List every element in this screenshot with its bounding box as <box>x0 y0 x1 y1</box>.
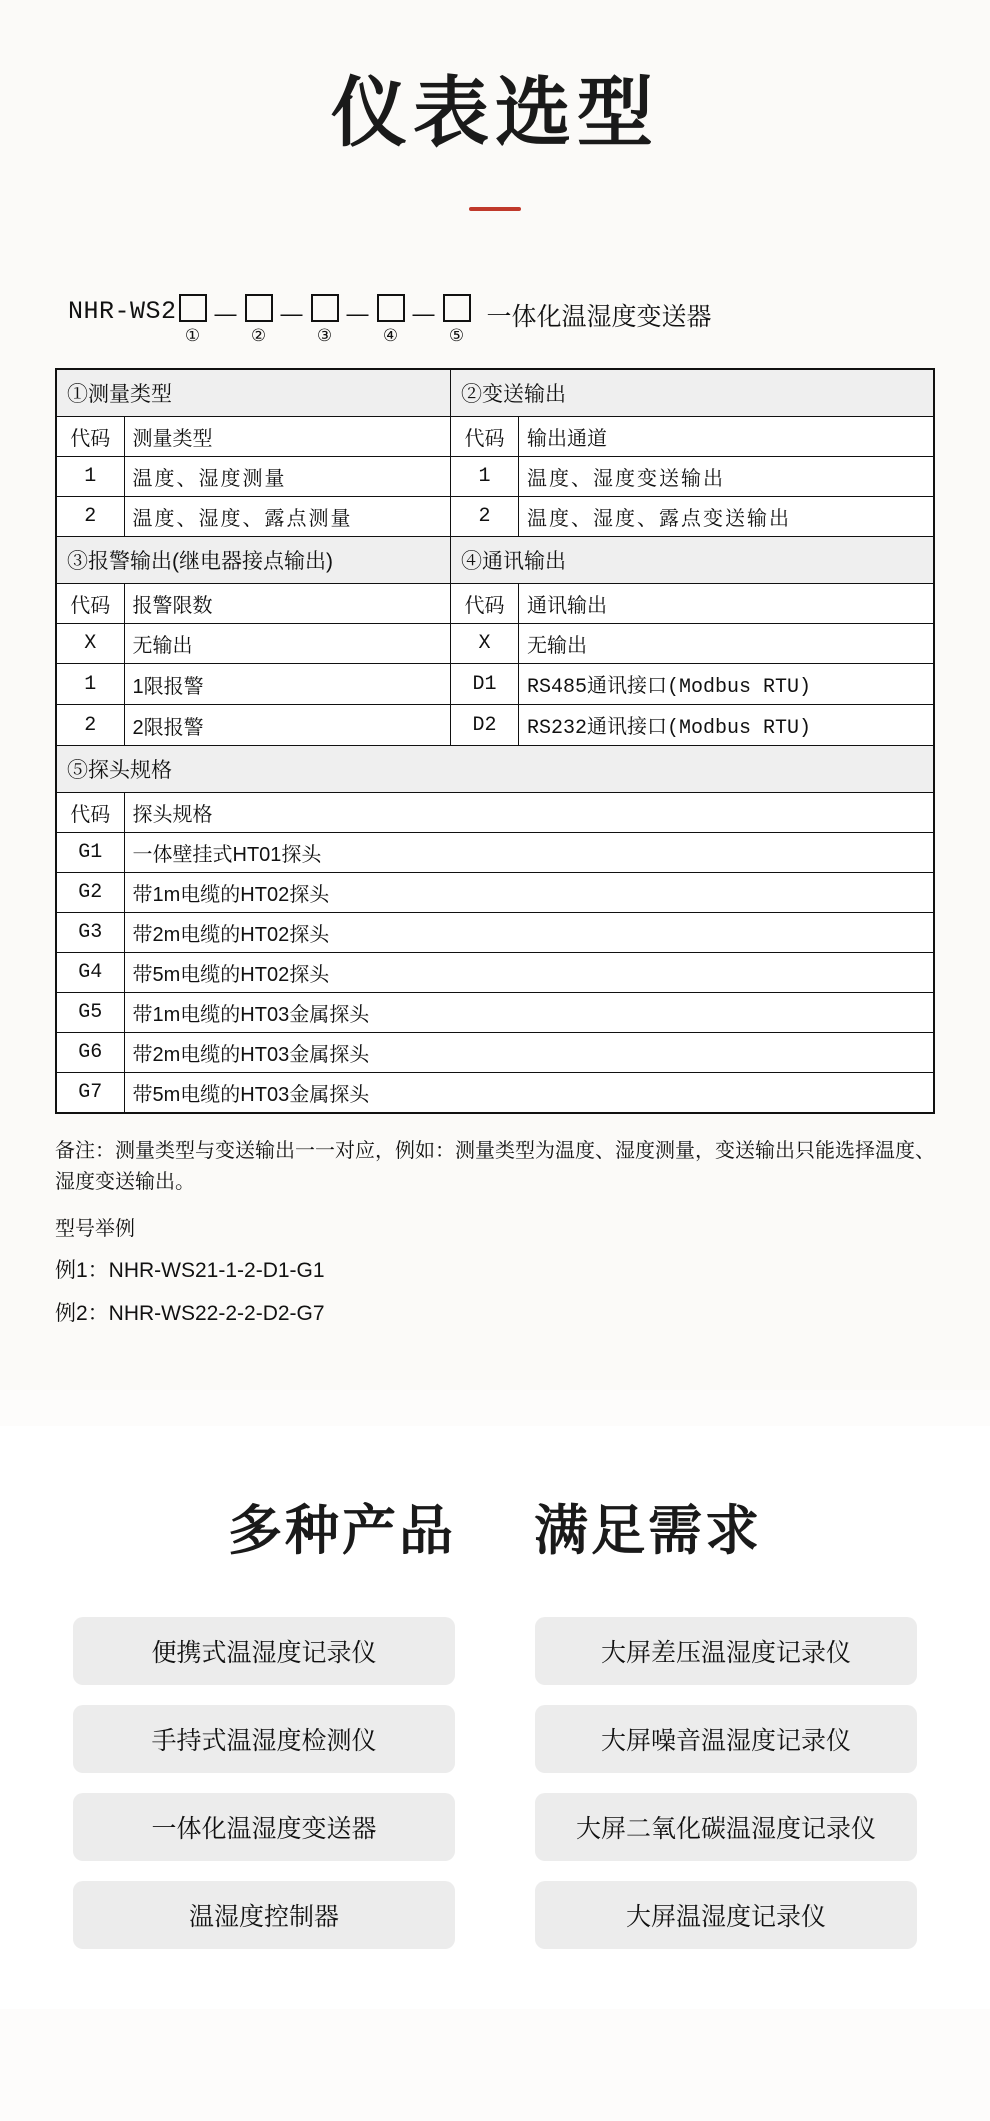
measure-text: 温度、湿度测量 <box>124 457 451 497</box>
probe-text: 带5m电缆的HT03金属探头 <box>124 1073 934 1114</box>
products-title-left: 多种产品 <box>227 1501 456 1562</box>
comm-text: RS232通讯接口(Modbus RTU) <box>519 705 934 746</box>
probe-text: 带1m电缆的HT03金属探头 <box>124 993 934 1033</box>
table-row <box>56 953 934 993</box>
model-slot-2 <box>245 289 273 346</box>
probe-code: G2 <box>56 873 124 913</box>
table-row <box>56 369 934 417</box>
table-row <box>56 793 934 833</box>
example-1: 例1：NHR-WS21-1-2-D1-G1 <box>55 1259 325 1283</box>
model-dash-1: — <box>214 301 237 327</box>
example-2: 例2：NHR-WS22-2-2-D2-G7 <box>55 1301 325 1325</box>
model-code-line <box>68 289 990 346</box>
col-header-comm-output: 通讯输出 <box>519 584 934 624</box>
table-row <box>56 664 934 705</box>
col-header-alarm-limits: 报警限数 <box>124 584 451 624</box>
product-pill-portable-recorder[interactable]: 便携式温湿度记录仪 <box>73 1617 455 1685</box>
output-code: 2 <box>451 497 519 537</box>
product-pill-integrated-transmitter[interactable]: 一体化温湿度变送器 <box>73 1793 455 1861</box>
model-slot-box[interactable] <box>311 294 339 322</box>
col-header-code: 代码 <box>56 584 124 624</box>
col-header-code: 代码 <box>451 584 519 624</box>
specification-table <box>55 368 935 1114</box>
output-code: 1 <box>451 457 519 497</box>
model-slot-box[interactable] <box>179 294 207 322</box>
model-slot-box[interactable] <box>443 294 471 322</box>
output-text: 温度、湿度变送输出 <box>519 457 934 497</box>
comm-code: D2 <box>451 705 519 746</box>
table-row <box>56 993 934 1033</box>
alarm-code: 1 <box>56 664 124 705</box>
comm-code: D1 <box>451 664 519 705</box>
page-title: 仪表选型 <box>331 71 659 156</box>
probe-code: G3 <box>56 913 124 953</box>
model-slot-3 <box>311 289 339 346</box>
col-header-code: 代码 <box>451 417 519 457</box>
product-column-left <box>73 1617 455 1949</box>
products-title-right: 满足需求 <box>534 1501 763 1562</box>
table-row <box>56 873 934 913</box>
model-dash-2: — <box>280 301 303 327</box>
col-header-output-channel: 输出通道 <box>519 417 934 457</box>
comm-code: X <box>451 624 519 664</box>
alarm-text: 2限报警 <box>124 705 451 746</box>
model-slot-marker: ④ <box>382 326 399 346</box>
model-prefix: NHR-WS2 <box>68 297 177 327</box>
section-header-probe: ⑤探头规格 <box>56 746 934 793</box>
product-pill-controller[interactable]: 温湿度控制器 <box>73 1881 455 1949</box>
products-title <box>0 1488 990 1565</box>
table-row <box>56 746 934 793</box>
comm-text: RS485通讯接口(Modbus RTU) <box>519 664 934 705</box>
table-row <box>56 833 934 873</box>
section-header-measure: ①测量类型 <box>56 369 451 417</box>
col-header-measure-type: 测量类型 <box>124 417 451 457</box>
model-slot-marker: ② <box>250 326 267 346</box>
probe-text: 一体壁挂式HT01探头 <box>124 833 934 873</box>
model-slot-4 <box>377 289 405 346</box>
probe-text: 带1m电缆的HT02探头 <box>124 873 934 913</box>
probe-text: 带2m电缆的HT03金属探头 <box>124 1033 934 1073</box>
model-slot-marker: ⑤ <box>448 326 465 346</box>
product-pill-bigscreen-differential-pressure[interactable]: 大屏差压温湿度记录仪 <box>535 1617 917 1685</box>
model-dash-3: — <box>346 301 369 327</box>
alarm-text: 无输出 <box>124 624 451 664</box>
comm-text: 无输出 <box>519 624 934 664</box>
product-pill-bigscreen-co2[interactable]: 大屏二氧化碳温湿度记录仪 <box>535 1793 917 1861</box>
product-pill-bigscreen-noise[interactable]: 大屏噪音温湿度记录仪 <box>535 1705 917 1773</box>
title-underline-rule <box>469 207 521 211</box>
table-row <box>56 584 934 624</box>
example-title: 型号举例 <box>55 1218 135 1241</box>
model-suffix-label: 一体化温湿度变送器 <box>486 303 712 332</box>
probe-text: 带2m电缆的HT02探头 <box>124 913 934 953</box>
model-slot-box[interactable] <box>245 294 273 322</box>
probe-code: G4 <box>56 953 124 993</box>
table-row <box>56 417 934 457</box>
table-row <box>56 457 934 497</box>
measure-code: 1 <box>56 457 124 497</box>
table-row <box>56 913 934 953</box>
section-header-output: ②变送输出 <box>451 369 934 417</box>
alarm-code: X <box>56 624 124 664</box>
product-pill-bigscreen-temp-humidity[interactable]: 大屏温湿度记录仪 <box>535 1881 917 1949</box>
alarm-code: 2 <box>56 705 124 746</box>
table-row <box>56 1033 934 1073</box>
model-slot-marker: ① <box>184 326 201 346</box>
probe-code: G6 <box>56 1033 124 1073</box>
table-row <box>56 497 934 537</box>
output-text: 温度、湿度、露点变送输出 <box>519 497 934 537</box>
col-header-code: 代码 <box>56 417 124 457</box>
model-box-row <box>177 289 473 346</box>
table-row <box>56 705 934 746</box>
measure-code: 2 <box>56 497 124 537</box>
model-slot-marker: ③ <box>316 326 333 346</box>
table-note: 备注：测量类型与变送输出一一对应，例如：测量类型为温度、湿度测量，变送输出只能选择温度、湿度变送输出。 <box>55 1140 935 1194</box>
model-slot-5 <box>443 289 471 346</box>
model-dash-4: — <box>412 301 435 327</box>
products-section <box>0 1426 990 2009</box>
probe-code: G7 <box>56 1073 124 1114</box>
model-slot-1 <box>179 289 207 346</box>
product-pill-handheld-detector[interactable]: 手持式温湿度检测仪 <box>73 1705 455 1773</box>
probe-text: 带5m电缆的HT02探头 <box>124 953 934 993</box>
section-header-alarm: ③报警输出(继电器接点输出) <box>56 537 451 584</box>
product-pill-grid <box>0 1617 990 1949</box>
col-header-code: 代码 <box>56 793 124 833</box>
probe-code: G5 <box>56 993 124 1033</box>
table-row <box>56 624 934 664</box>
measure-text: 温度、湿度、露点测量 <box>124 497 451 537</box>
model-slot-box[interactable] <box>377 294 405 322</box>
table-row <box>56 1073 934 1114</box>
col-header-probe-spec: 探头规格 <box>124 793 934 833</box>
table-row <box>56 537 934 584</box>
probe-code: G1 <box>56 833 124 873</box>
alarm-text: 1限报警 <box>124 664 451 705</box>
section-header-comm: ④通讯输出 <box>451 537 934 584</box>
product-column-right <box>535 1617 917 1949</box>
